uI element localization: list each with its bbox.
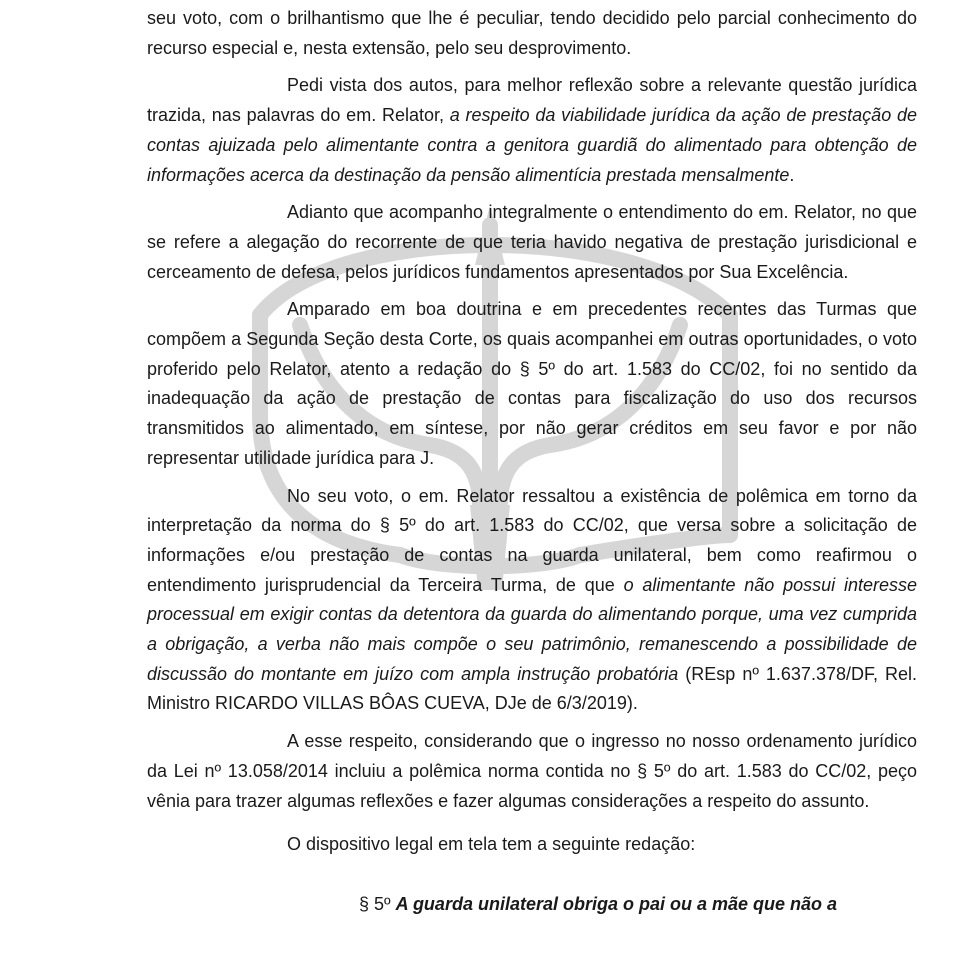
legal-quote-lead: § 5º bbox=[359, 893, 396, 914]
paragraph-2-italic: a respeito da viabilidade jurídica da ação de prestação de contas ajuizada pelo alimentante contra a genitora guardiã do alimentado para obtenção de informações acerca da destinação da pensão alimentícia prestada mensalmente bbox=[147, 105, 917, 185]
paragraph-2 bbox=[147, 71, 917, 190]
paragraph-1 bbox=[147, 4, 917, 63]
paragraph-7-text: O dispositivo legal em tela tem a seguinte redação: bbox=[287, 834, 696, 855]
paragraph-6 bbox=[147, 727, 917, 816]
paragraph-5-italic: o alimentante não possui interesse processual em exigir contas da detentora da guarda do alimentando porque, uma vez cumprida a obrigação, a verba não mais compõe o seu patrimônio, remanescendo a possibilidade de discussão do montante em juízo com ampla instrução probatória bbox=[147, 574, 917, 684]
legal-quote bbox=[359, 890, 917, 920]
document-body bbox=[147, 4, 917, 920]
paragraph-6-text: A esse respeito, considerando que o ingresso no nosso ordenamento jurídico da Lei nº 13.058/2014 incluiu a polêmica norma contida no § 5º do art. 1.583 do CC/02, peço vênia para trazer algumas reflexões e fazer algumas considerações a respeito do assunto. bbox=[147, 731, 917, 811]
legal-quote-text: A guarda unilateral obriga o pai ou a mãe que não a bbox=[395, 893, 838, 914]
paragraph-3-text: Adianto que acompanho integralmente o entendimento do em. Relator, no que se refere a alegação do recorrente de que teria havido negativa de prestação jurisdicional e cerceamento de defesa, pelos jurídicos fundamentos apresentados por Sua Excelência. bbox=[147, 202, 917, 282]
paragraph-3 bbox=[147, 198, 917, 287]
paragraph-5 bbox=[147, 482, 917, 720]
paragraph-5-lead: No seu voto, o em. Relator ressaltou a existência de polêmica em torno da interpretação da norma do § 5º do art. 1.583 do CC/02, que versa sobre a solicitação de informações e/ou prestação de contas na guarda unilateral, bem como reafirmou o entendimento jurisprudencial da Terceira Turma, de que bbox=[147, 485, 917, 595]
paragraph-2-tail: . bbox=[789, 164, 795, 185]
paragraph-7 bbox=[147, 830, 917, 860]
paragraph-1-text: seu voto, com o brilhantismo que lhe é peculiar, tendo decidido pelo parcial conhecimento do recurso especial e, nesta extensão, pelo seu desprovimento. bbox=[147, 8, 917, 58]
paragraph-2-lead: Pedi vista dos autos, para melhor reflexão sobre a relevante questão jurídica trazida, nas palavras do em. Relator, bbox=[147, 75, 917, 126]
paragraph-4 bbox=[147, 295, 917, 473]
paragraph-5-tail: (REsp nº 1.637.378/DF, Rel. Ministro RICARDO VILLAS BÔAS CUEVA, DJe de 6/3/2019). bbox=[147, 663, 917, 714]
paragraph-4-text: Amparado em boa doutrina e em precedentes recentes das Turmas que compõem a Segunda Seção desta Corte, os quais acompanhei em outras oportunidades, o voto proferido pelo Relator, atento a redação do § 5º do art. 1.583 do CC/02, foi no sentido da inadequação da ação de prestação de contas para fiscalização do uso dos recursos transmitidos ao alimentado, em síntese, por não gerar créditos em seu favor e por não representar utilidade jurídica para J. bbox=[147, 299, 917, 468]
